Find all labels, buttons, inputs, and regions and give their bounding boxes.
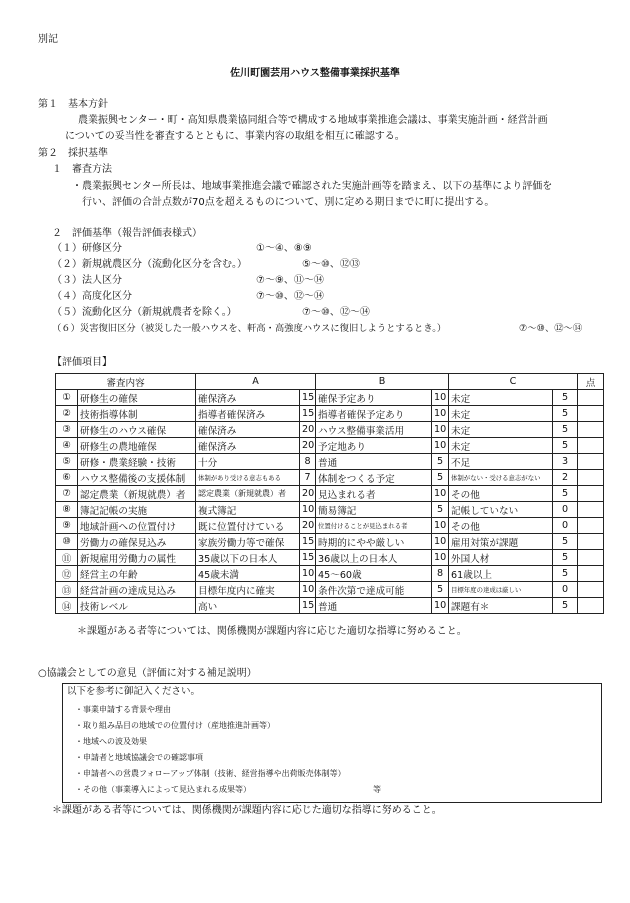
row-a-score: 10 bbox=[300, 502, 316, 518]
row-a-label: 十分 bbox=[196, 454, 300, 470]
evaluation-table bbox=[55, 373, 604, 614]
row-b-score: 10 bbox=[432, 390, 449, 406]
row-a-label: 複式簿記 bbox=[196, 502, 300, 518]
table-row bbox=[56, 390, 604, 406]
row-c-label: その他 bbox=[449, 486, 553, 502]
criteria-label: （４）高度化区分 bbox=[52, 291, 132, 302]
row-b-score: 10 bbox=[432, 550, 449, 566]
row-number: ⑧ bbox=[56, 502, 78, 518]
row-a-score: 10 bbox=[300, 566, 316, 582]
header-a: A bbox=[196, 374, 316, 390]
row-a-score: 8 bbox=[300, 454, 316, 470]
row-a-score: 15 bbox=[300, 406, 316, 422]
row-b-label: 見込まれる者 bbox=[316, 486, 432, 502]
row-a-label: 確保済み bbox=[196, 438, 300, 454]
section1-heading: 第１ 基本方針 bbox=[38, 99, 108, 110]
criteria-label: （３）法人区分 bbox=[52, 275, 122, 286]
row-a-label: 45歳未満 bbox=[196, 566, 300, 582]
row-b-label: 時期的にやや厳しい bbox=[316, 534, 432, 550]
section1-paragraph-line2: についての妥当性を審査するとともに、事業内容の取組を相互に確認する。 bbox=[65, 131, 405, 142]
table-row bbox=[56, 438, 604, 454]
row-c-label: 未定 bbox=[449, 406, 553, 422]
section1-paragraph-line1: 農業振興センター・町・高知県農業協同組合等で構成する地域事業推進会議は、事業実施計画・経営計画 bbox=[78, 115, 548, 126]
header-b: B bbox=[316, 374, 449, 390]
row-c-label: 課題有＊ bbox=[449, 598, 553, 614]
criteria-items: ①～④、⑧⑨ bbox=[256, 243, 312, 254]
row-b-score: 10 bbox=[432, 534, 449, 550]
row-number: ② bbox=[56, 406, 78, 422]
attachment-label: 別記 bbox=[38, 34, 58, 45]
row-a-label: 体制があり受ける意志もある bbox=[196, 470, 300, 486]
criteria-label: （６）災害復旧区分（被災した一般ハウスを、軒高・高強度ハウスに復旧しようとするとき。） bbox=[52, 323, 447, 334]
opinion-hint: ・申請者への営農フォローアップ体制（技術、経営指導や出荷販売体制等） bbox=[75, 769, 346, 778]
row-a-label: 認定農業（新規就農）者 bbox=[196, 486, 300, 502]
row-number: ③ bbox=[56, 422, 78, 438]
row-c-label: 未定 bbox=[449, 390, 553, 406]
score-cell[interactable] bbox=[578, 470, 604, 486]
row-number: ⑦ bbox=[56, 486, 78, 502]
row-b-score: 8 bbox=[432, 566, 449, 582]
row-a-score: 20 bbox=[300, 438, 316, 454]
row-b-label: 指導者確保予定あり bbox=[316, 406, 432, 422]
row-a-label: 35歳以下の日本人 bbox=[196, 550, 300, 566]
row-a-label: 既に位置付けている bbox=[196, 518, 300, 534]
criteria-items: ⑦～⑩、⑫～⑭ bbox=[256, 291, 324, 302]
table-header-row bbox=[56, 374, 604, 390]
row-b-label: 36歳以上の日本人 bbox=[316, 550, 432, 566]
row-b-score: 10 bbox=[432, 438, 449, 454]
table-row bbox=[56, 518, 604, 534]
row-a-score: 20 bbox=[300, 518, 316, 534]
row-a-label: 確保済み bbox=[196, 422, 300, 438]
row-number: ④ bbox=[56, 438, 78, 454]
row-number: ① bbox=[56, 390, 78, 406]
row-a-score: 20 bbox=[300, 486, 316, 502]
row-number: ⑩ bbox=[56, 534, 78, 550]
evaluation-note: ＊課題がある者等については、関係機関が課題内容に応じた適切な指導に努めること。 bbox=[77, 626, 467, 637]
score-cell[interactable] bbox=[578, 550, 604, 566]
score-cell[interactable] bbox=[578, 502, 604, 518]
row-a-label: 目標年度内に確実 bbox=[196, 582, 300, 598]
row-c-label: 61歳以上 bbox=[449, 566, 553, 582]
row-number: ⑬ bbox=[56, 582, 78, 598]
row-item: 研修生の農地確保 bbox=[78, 438, 196, 454]
row-item: ハウス整備後の支援体制 bbox=[78, 470, 196, 486]
header-c: C bbox=[449, 374, 578, 390]
row-c-label: 不足 bbox=[449, 454, 553, 470]
row-a-label: 高い bbox=[196, 598, 300, 614]
row-a-score: 20 bbox=[300, 422, 316, 438]
row-item: 経営計画の達成見込み bbox=[78, 582, 196, 598]
score-cell[interactable] bbox=[578, 598, 604, 614]
score-cell[interactable] bbox=[578, 534, 604, 550]
row-b-label: 普通 bbox=[316, 598, 432, 614]
row-number: ⑫ bbox=[56, 566, 78, 582]
score-cell[interactable] bbox=[578, 438, 604, 454]
row-c-score: 3 bbox=[553, 454, 578, 470]
opinion-box[interactable] bbox=[62, 683, 602, 803]
opinion-hint: ・地域への波及効果 bbox=[75, 737, 147, 746]
row-b-label: 45～60歳 bbox=[316, 566, 432, 582]
row-b-score: 10 bbox=[432, 518, 449, 534]
row-c-score: 0 bbox=[553, 518, 578, 534]
row-c-score: 5 bbox=[553, 438, 578, 454]
row-a-score: 15 bbox=[300, 390, 316, 406]
row-b-score: 10 bbox=[432, 422, 449, 438]
row-item: 経営主の年齢 bbox=[78, 566, 196, 582]
row-a-label: 指導者確保済み bbox=[196, 406, 300, 422]
row-c-label: 未定 bbox=[449, 438, 553, 454]
row-b-label: 簡易簿記 bbox=[316, 502, 432, 518]
row-a-label: 家族労働力等で確保 bbox=[196, 534, 300, 550]
score-cell[interactable] bbox=[578, 486, 604, 502]
row-item: 簿記記帳の実施 bbox=[78, 502, 196, 518]
row-item: 研修・農業経験・技術 bbox=[78, 454, 196, 470]
row-c-score: 5 bbox=[553, 486, 578, 502]
opinion-intro: 以下を参考に御記入ください。 bbox=[67, 686, 201, 697]
table-row bbox=[56, 550, 604, 566]
score-cell[interactable] bbox=[578, 518, 604, 534]
row-c-label: 外国人材 bbox=[449, 550, 553, 566]
row-b-score: 10 bbox=[432, 486, 449, 502]
criteria-row bbox=[52, 242, 122, 255]
row-item: 技術レベル bbox=[78, 598, 196, 614]
row-c-score: 5 bbox=[553, 566, 578, 582]
document-title: 佐川町園芸用ハウス整備事業採択基準 bbox=[230, 68, 400, 79]
criteria-items: ⑦～⑩、⑫～⑭ bbox=[302, 307, 370, 318]
section2-heading: 第２ 採択基準 bbox=[38, 148, 108, 159]
row-c-label: その他 bbox=[449, 518, 553, 534]
score-cell[interactable] bbox=[578, 390, 604, 406]
row-item: 研修生のハウス確保 bbox=[78, 422, 196, 438]
row-b-label: 条件次第で達成可能 bbox=[316, 582, 432, 598]
row-a-score: 10 bbox=[300, 582, 316, 598]
row-c-label: 記帳していない bbox=[449, 502, 553, 518]
row-c-score: 5 bbox=[553, 598, 578, 614]
row-item: 認定農業（新規就農）者 bbox=[78, 486, 196, 502]
row-a-label: 確保済み bbox=[196, 390, 300, 406]
criteria-items: ⑤～⑩、⑫⑬ bbox=[302, 259, 360, 270]
row-c-label: 未定 bbox=[449, 422, 553, 438]
table-row bbox=[56, 454, 604, 470]
criteria-label: （１）研修区分 bbox=[52, 243, 122, 254]
table-row bbox=[56, 598, 604, 614]
score-cell[interactable] bbox=[578, 406, 604, 422]
criteria-items: ⑦～⑨、⑪～⑭ bbox=[256, 275, 324, 286]
score-cell[interactable] bbox=[578, 566, 604, 582]
row-a-score: 15 bbox=[300, 550, 316, 566]
review-method-line1: ・農業振興センター所長は、地域事業推進会議で確認された実施計画等を踏まえ、以下の基準により評価を bbox=[72, 181, 553, 192]
table-row bbox=[56, 422, 604, 438]
row-c-score: 5 bbox=[553, 422, 578, 438]
table-row bbox=[56, 582, 604, 598]
row-c-label: 体制がない・受ける意志がない bbox=[449, 470, 553, 486]
row-b-label: 予定地あり bbox=[316, 438, 432, 454]
row-number: ⑪ bbox=[56, 550, 78, 566]
row-item: 新規雇用労働力の属性 bbox=[78, 550, 196, 566]
opinion-hint: ・事業申請する背景や理由 bbox=[75, 705, 171, 714]
row-number: ⑥ bbox=[56, 470, 78, 486]
row-c-score: 2 bbox=[553, 470, 578, 486]
table-row bbox=[56, 534, 604, 550]
row-b-score: 10 bbox=[432, 598, 449, 614]
table-row bbox=[56, 406, 604, 422]
row-c-score: 0 bbox=[553, 502, 578, 518]
score-cell[interactable] bbox=[578, 422, 604, 438]
criteria-label: （５）流動化区分（新規就農者を除く。） bbox=[52, 307, 237, 318]
row-b-score: 5 bbox=[432, 454, 449, 470]
header-content: 審査内容 bbox=[56, 374, 196, 390]
row-b-score: 10 bbox=[432, 406, 449, 422]
row-c-score: 5 bbox=[553, 550, 578, 566]
opinion-etc: 等 bbox=[373, 785, 381, 794]
opinion-heading: ○協議会としての意見（評価に対する補足説明） bbox=[38, 668, 257, 679]
row-c-score: 5 bbox=[553, 390, 578, 406]
row-c-label: 雇用対策が課題 bbox=[449, 534, 553, 550]
opinion-hint: ・申請者と地域協議会での確認事項 bbox=[75, 753, 203, 762]
header-score: 点 bbox=[578, 374, 604, 390]
row-number: ⑨ bbox=[56, 518, 78, 534]
row-b-label: 体制をつくる予定 bbox=[316, 470, 432, 486]
row-b-score: 5 bbox=[432, 502, 449, 518]
review-method-heading: １ 審査方法 bbox=[52, 164, 112, 175]
row-number: ⑭ bbox=[56, 598, 78, 614]
row-b-label: 位置付けることが見込まれる者 bbox=[316, 518, 432, 534]
row-c-score: 5 bbox=[553, 534, 578, 550]
row-c-label: 目標年度の達成は厳しい bbox=[449, 582, 553, 598]
table-row bbox=[56, 486, 604, 502]
row-item: 技術指導体制 bbox=[78, 406, 196, 422]
table-row bbox=[56, 566, 604, 582]
row-b-score: 5 bbox=[432, 582, 449, 598]
row-a-score: 15 bbox=[300, 534, 316, 550]
row-c-score: 5 bbox=[553, 406, 578, 422]
evaluation-heading: 【評価項目】 bbox=[52, 357, 112, 368]
review-method-line2: 行い、評価の合計点数が70点を超えるものについて、別に定める期日までに町に提出する。 bbox=[82, 197, 495, 208]
opinion-hint: ・取り組み品目の地域での位置付け（産地推進計画等） bbox=[75, 721, 275, 730]
row-a-score: 15 bbox=[300, 598, 316, 614]
row-b-score: 5 bbox=[432, 470, 449, 486]
row-b-label: 普通 bbox=[316, 454, 432, 470]
score-cell[interactable] bbox=[578, 454, 604, 470]
row-b-label: ハウス整備事業活用 bbox=[316, 422, 432, 438]
criteria-items: ⑦～⑩、⑫～⑭ bbox=[519, 323, 583, 334]
row-a-score: 7 bbox=[300, 470, 316, 486]
row-c-score: 0 bbox=[553, 582, 578, 598]
table-row bbox=[56, 470, 604, 486]
criteria-heading: ２ 評価基準（報告評価表様式） bbox=[52, 228, 202, 239]
opinion-hint: ・その他（事業導入によって見込まれる成果等） bbox=[75, 785, 251, 794]
row-number: ⑤ bbox=[56, 454, 78, 470]
score-cell[interactable] bbox=[578, 582, 604, 598]
criteria-label: （２）新規就農区分（流動化区分を含む。） bbox=[52, 259, 247, 270]
row-item: 労働力の確保見込み bbox=[78, 534, 196, 550]
row-item: 研修生の確保 bbox=[78, 390, 196, 406]
row-item: 地域計画への位置付け bbox=[78, 518, 196, 534]
table-row bbox=[56, 502, 604, 518]
opinion-note: ＊課題がある者等については、関係機関が課題内容に応じた適切な指導に努めること。 bbox=[52, 805, 442, 816]
row-b-label: 確保予定あり bbox=[316, 390, 432, 406]
